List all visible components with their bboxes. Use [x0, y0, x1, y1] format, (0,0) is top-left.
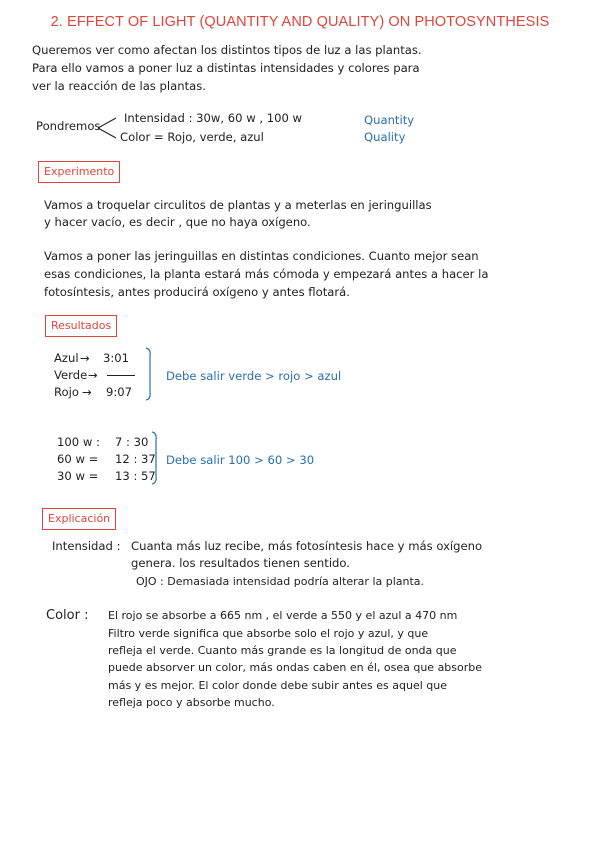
experimento-p2-line-3: fotosíntesis, antes producirá oxígeno y antes flotará.	[44, 285, 350, 299]
intensidad-line-1: Cuanta más luz recibe, más fotosíntesis hace y más oxígeno	[131, 539, 483, 553]
pondremos-intensidad: Intensidad : 30w, 60 w , 100 w	[124, 111, 303, 125]
arrow-icon: →	[88, 368, 98, 382]
intensidad-note: OJO : Demasiada intensidad podría alterar la planta.	[136, 575, 425, 588]
pondremos-label: Pondremos	[36, 119, 101, 133]
result-watt-time: 7 : 30	[115, 435, 149, 449]
branch-bracket-icon	[96, 112, 120, 144]
experimento-p1-line-1: Vamos a troquelar circulitos de plantas y a meterlas en jeringuillas	[44, 198, 432, 212]
color-line-4: puede absorver un color, más ondas caben en él, osea que absorbe	[108, 661, 483, 674]
color-line-3: refleja el verde. Cuanto más grande es la longitud de onda que	[108, 644, 457, 657]
result-color-time: 3:01	[103, 351, 130, 365]
intensidad-line-2: genera. los resultados tienen sentido.	[131, 556, 350, 570]
arrow-icon: →	[80, 351, 90, 365]
intro-line-2: Para ello vamos a poner luz a distintas intensidades y colores para	[32, 61, 420, 75]
result-watt-time: 13 : 57	[115, 469, 156, 483]
bracket-icon	[150, 430, 160, 486]
experimento-heading: Experimento	[38, 161, 120, 183]
intensidad-label: Intensidad :	[52, 539, 121, 553]
explicacion-heading: Explicación	[42, 508, 116, 530]
result-color-name: Verde	[54, 368, 88, 382]
resultados-heading: Resultados	[45, 315, 117, 337]
quantity-label: Quantity	[364, 113, 415, 127]
result-color-name: Azul	[54, 351, 79, 365]
pondremos-color: Color = Rojo, verde, azul	[120, 130, 264, 144]
result-watt-label: 100 w :	[57, 435, 100, 449]
result-color-name: Rojo	[54, 385, 79, 399]
color-line-6: refleja poco y absorbe mucho.	[108, 696, 275, 709]
color-line-2: Filtro verde significa que absorbe solo el rojo y azul, y que	[108, 627, 429, 640]
color-label: Color :	[46, 608, 89, 623]
experimento-p1-line-2: y hacer vacío, es decir , que no haya oxígeno.	[44, 215, 311, 229]
color-line-5: más y es mejor. El color donde debe subir antes es aquel que	[108, 679, 447, 692]
colors-expected-order: Debe salir verde > rojo > azul	[166, 369, 342, 383]
bracket-icon	[144, 346, 154, 402]
arrow-icon: →	[82, 385, 92, 399]
result-color-time: 9:07	[106, 385, 133, 399]
quality-label: Quality	[364, 130, 406, 144]
result-blank-line	[107, 375, 135, 376]
watts-expected-order: Debe salir 100 > 60 > 30	[166, 453, 315, 467]
intro-line-1: Queremos ver como afectan los distintos tipos de luz a las plantas.	[32, 43, 422, 57]
result-watt-label: 30 w =	[57, 469, 99, 483]
intro-line-3: ver la reacción de las plantas.	[32, 79, 206, 93]
experimento-p2-line-1: Vamos a poner las jeringuillas en distintas condiciones. Cuanto mejor sean	[44, 249, 479, 263]
experimento-p2-line-2: esas condiciones, la planta estará más cómoda y empezará antes a hacer la	[44, 267, 489, 281]
result-watt-label: 60 w =	[57, 452, 99, 466]
result-watt-time: 12 : 37	[115, 452, 156, 466]
page-title: 2. EFFECT OF LIGHT (QUANTITY AND QUALITY) ON PHOTOSYNTHESIS	[50, 14, 550, 30]
color-line-1: El rojo se absorbe a 665 nm , el verde a 550 y el azul a 470 nm	[108, 609, 458, 622]
